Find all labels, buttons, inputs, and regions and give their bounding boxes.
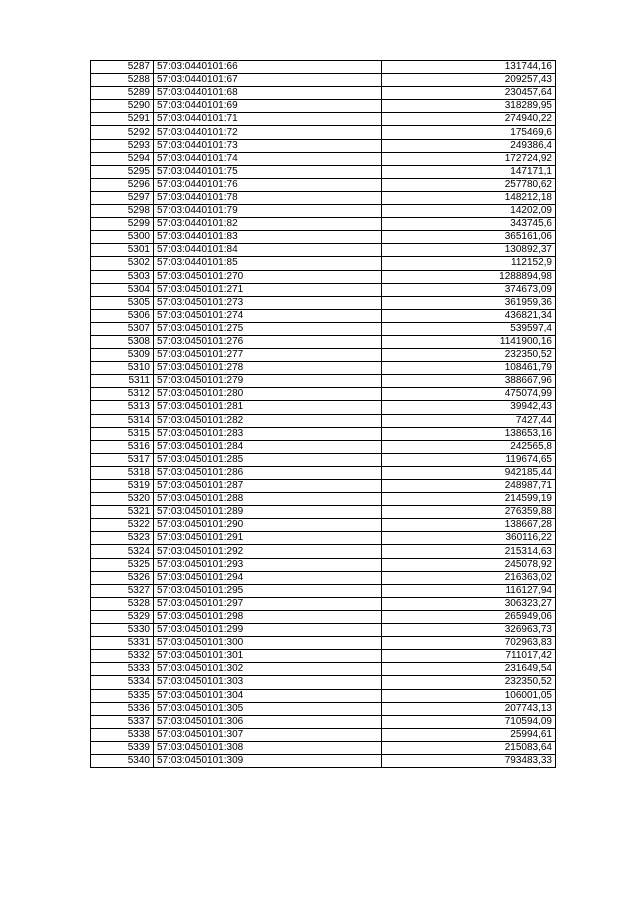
cadastral-number-cell: 57:03:0450101:286 [154,466,382,479]
table-row [91,388,556,401]
row-number-cell: 5309 [91,349,154,362]
cadastral-number-cell: 57:03:0450101:309 [154,754,382,767]
cadastral-value-cell: 14202,09 [382,205,556,218]
cadastral-value-cell: 232350,52 [382,349,556,362]
table-row [91,205,556,218]
cadastral-value-cell: 214599,19 [382,493,556,506]
table-row [91,178,556,191]
row-number-cell: 5306 [91,309,154,322]
table-row [91,637,556,650]
table-row [91,165,556,178]
table-row [91,309,556,322]
row-number-cell: 5334 [91,676,154,689]
cadastral-value-cell: 436821,34 [382,309,556,322]
row-number-cell: 5310 [91,362,154,375]
cadastral-number-cell: 57:03:0450101:295 [154,584,382,597]
row-number-cell: 5337 [91,715,154,728]
cadastral-number-cell: 57:03:0440101:72 [154,126,382,139]
row-number-cell: 5294 [91,152,154,165]
table-row [91,113,556,126]
row-number-cell: 5301 [91,244,154,257]
cadastral-value-cell: 343745,6 [382,218,556,231]
cadastral-number-cell: 57:03:0440101:79 [154,205,382,218]
cadastral-number-cell: 57:03:0440101:83 [154,231,382,244]
row-number-cell: 5339 [91,741,154,754]
cadastral-value-cell: 138653,16 [382,427,556,440]
cadastral-number-cell: 57:03:0440101:84 [154,244,382,257]
table-row [91,453,556,466]
cadastral-number-cell: 57:03:0450101:275 [154,322,382,335]
table-row [91,519,556,532]
row-number-cell: 5315 [91,427,154,440]
cadastral-number-cell: 57:03:0450101:307 [154,728,382,741]
cadastral-number-cell: 57:03:0450101:308 [154,741,382,754]
row-number-cell: 5336 [91,702,154,715]
cadastral-value-cell: 209257,43 [382,74,556,87]
row-number-cell: 5308 [91,335,154,348]
cadastral-value-cell: 106001,05 [382,689,556,702]
cadastral-number-cell: 57:03:0450101:289 [154,506,382,519]
row-number-cell: 5298 [91,205,154,218]
cadastral-number-cell: 57:03:0450101:284 [154,440,382,453]
cadastral-value-cell: 326963,73 [382,624,556,637]
table-row [91,689,556,702]
cadastral-number-cell: 57:03:0450101:270 [154,270,382,283]
cadastral-number-cell: 57:03:0450101:274 [154,309,382,322]
cadastral-value-cell: 1141900,16 [382,335,556,348]
row-number-cell: 5317 [91,453,154,466]
cadastral-number-cell: 57:03:0440101:75 [154,165,382,178]
cadastral-value-cell: 257780,62 [382,178,556,191]
cadastral-value-cell: 360116,22 [382,532,556,545]
table-row [91,87,556,100]
row-number-cell: 5295 [91,165,154,178]
cadastral-value-cell: 265949,06 [382,610,556,623]
cadastral-value-cell: 231649,54 [382,663,556,676]
table-row [91,375,556,388]
row-number-cell: 5325 [91,558,154,571]
cadastral-value-cell: 216363,02 [382,571,556,584]
cadastral-value-cell: 539597,4 [382,322,556,335]
cadastral-value-cell: 475074,99 [382,388,556,401]
row-number-cell: 5300 [91,231,154,244]
row-number-cell: 5305 [91,296,154,309]
row-number-cell: 5290 [91,100,154,113]
row-number-cell: 5323 [91,532,154,545]
cadastral-number-cell: 57:03:0440101:68 [154,87,382,100]
cadastral-number-cell: 57:03:0440101:66 [154,61,382,74]
cadastral-number-cell: 57:03:0450101:276 [154,335,382,348]
row-number-cell: 5319 [91,480,154,493]
cadastral-number-cell: 57:03:0450101:282 [154,414,382,427]
cadastral-number-cell: 57:03:0450101:277 [154,349,382,362]
table-row [91,610,556,623]
cadastral-number-cell: 57:03:0450101:292 [154,545,382,558]
table-row [91,532,556,545]
row-number-cell: 5318 [91,466,154,479]
cadastral-number-cell: 57:03:0440101:74 [154,152,382,165]
row-number-cell: 5292 [91,126,154,139]
cadastral-number-cell: 57:03:0440101:73 [154,139,382,152]
cadastral-value-cell: 702963,83 [382,637,556,650]
table-row [91,584,556,597]
cadastral-value-cell: 1288894,98 [382,270,556,283]
cadastral-number-cell: 57:03:0440101:69 [154,100,382,113]
cadastral-number-cell: 57:03:0450101:297 [154,597,382,610]
cadastral-number-cell: 57:03:0450101:305 [154,702,382,715]
cadastral-number-cell: 57:03:0450101:285 [154,453,382,466]
row-number-cell: 5303 [91,270,154,283]
cadastral-value-cell: 147171,1 [382,165,556,178]
table-row [91,139,556,152]
cadastral-value-cell: 388667,96 [382,375,556,388]
row-number-cell: 5327 [91,584,154,597]
cadastral-number-cell: 57:03:0450101:273 [154,296,382,309]
row-number-cell: 5288 [91,74,154,87]
cadastral-value-cell: 138667,28 [382,519,556,532]
row-number-cell: 5329 [91,610,154,623]
row-number-cell: 5322 [91,519,154,532]
table-row [91,440,556,453]
cadastral-value-cell: 7427,44 [382,414,556,427]
row-number-cell: 5330 [91,624,154,637]
cadastral-value-cell: 148212,18 [382,191,556,204]
cadastral-value-cell: 306323,27 [382,597,556,610]
cadastral-number-cell: 57:03:0440101:78 [154,191,382,204]
table-row [91,571,556,584]
row-number-cell: 5289 [91,87,154,100]
row-number-cell: 5313 [91,401,154,414]
row-number-cell: 5340 [91,754,154,767]
cadastral-value-cell: 361959,36 [382,296,556,309]
table-row [91,401,556,414]
cadastral-number-cell: 57:03:0450101:287 [154,480,382,493]
table-row [91,270,556,283]
row-number-cell: 5328 [91,597,154,610]
cadastral-number-cell: 57:03:0450101:290 [154,519,382,532]
table-row [91,597,556,610]
cadastral-value-cell: 711017,42 [382,650,556,663]
row-number-cell: 5335 [91,689,154,702]
row-number-cell: 5287 [91,61,154,74]
table-row [91,545,556,558]
cadastral-value-cell: 248987,71 [382,480,556,493]
row-number-cell: 5296 [91,178,154,191]
row-number-cell: 5321 [91,506,154,519]
cadastral-value-cell: 365161,06 [382,231,556,244]
cadastral-value-cell: 710594,09 [382,715,556,728]
table-row [91,663,556,676]
cadastral-number-cell: 57:03:0440101:82 [154,218,382,231]
row-number-cell: 5320 [91,493,154,506]
cadastral-value-cell: 793483,33 [382,754,556,767]
cadastral-value-cell: 245078,92 [382,558,556,571]
cadastral-value-table [90,60,556,768]
cadastral-number-cell: 57:03:0450101:283 [154,427,382,440]
cadastral-value-cell: 374673,09 [382,283,556,296]
cadastral-number-cell: 57:03:0440101:85 [154,257,382,270]
cadastral-value-cell: 130892,37 [382,244,556,257]
table-row [91,322,556,335]
table-row [91,728,556,741]
table-row [91,558,556,571]
cadastral-value-cell: 318289,95 [382,100,556,113]
table-row [91,754,556,767]
cadastral-value-cell: 116127,94 [382,584,556,597]
row-number-cell: 5333 [91,663,154,676]
cadastral-number-cell: 57:03:0450101:306 [154,715,382,728]
table-row [91,715,556,728]
row-number-cell: 5291 [91,113,154,126]
row-number-cell: 5331 [91,637,154,650]
row-number-cell: 5311 [91,375,154,388]
table-row [91,702,556,715]
cadastral-number-cell: 57:03:0450101:298 [154,610,382,623]
cadastral-number-cell: 57:03:0450101:291 [154,532,382,545]
table-row [91,231,556,244]
cadastral-value-cell: 249386,4 [382,139,556,152]
cadastral-number-cell: 57:03:0450101:280 [154,388,382,401]
cadastral-value-cell: 39942,43 [382,401,556,414]
cadastral-number-cell: 57:03:0440101:71 [154,113,382,126]
cadastral-value-cell: 215083,64 [382,741,556,754]
row-number-cell: 5307 [91,322,154,335]
cadastral-value-cell: 942185,44 [382,466,556,479]
cadastral-number-cell: 57:03:0450101:302 [154,663,382,676]
table-row [91,74,556,87]
row-number-cell: 5302 [91,257,154,270]
row-number-cell: 5316 [91,440,154,453]
row-number-cell: 5304 [91,283,154,296]
cadastral-number-cell: 57:03:0440101:76 [154,178,382,191]
cadastral-number-cell: 57:03:0450101:304 [154,689,382,702]
table-row [91,126,556,139]
table-body [91,61,556,768]
table-row [91,218,556,231]
cadastral-number-cell: 57:03:0450101:299 [154,624,382,637]
cadastral-value-cell: 242565,8 [382,440,556,453]
row-number-cell: 5297 [91,191,154,204]
cadastral-number-cell: 57:03:0450101:303 [154,676,382,689]
cadastral-value-cell: 215314,63 [382,545,556,558]
cadastral-number-cell: 57:03:0450101:293 [154,558,382,571]
table-row [91,506,556,519]
table-row [91,152,556,165]
row-number-cell: 5312 [91,388,154,401]
row-number-cell: 5314 [91,414,154,427]
row-number-cell: 5326 [91,571,154,584]
row-number-cell: 5332 [91,650,154,663]
table-row [91,61,556,74]
cadastral-number-cell: 57:03:0440101:67 [154,74,382,87]
table-row [91,100,556,113]
table-row [91,349,556,362]
cadastral-value-cell: 131744,16 [382,61,556,74]
table-row [91,493,556,506]
cadastral-value-cell: 276359,88 [382,506,556,519]
table-row [91,676,556,689]
cadastral-value-cell: 25994,61 [382,728,556,741]
cadastral-number-cell: 57:03:0450101:279 [154,375,382,388]
cadastral-number-cell: 57:03:0450101:278 [154,362,382,375]
cadastral-value-cell: 108461,79 [382,362,556,375]
cadastral-value-cell: 232350,52 [382,676,556,689]
table-row [91,296,556,309]
table-row [91,466,556,479]
table-row [91,244,556,257]
cadastral-value-cell: 175469,6 [382,126,556,139]
cadastral-value-cell: 112152,9 [382,257,556,270]
row-number-cell: 5338 [91,728,154,741]
table-row [91,480,556,493]
cadastral-number-cell: 57:03:0450101:300 [154,637,382,650]
cadastral-value-cell: 274940,22 [382,113,556,126]
cadastral-number-cell: 57:03:0450101:288 [154,493,382,506]
table-row [91,741,556,754]
cadastral-value-cell: 230457,64 [382,87,556,100]
table-row [91,650,556,663]
cadastral-number-cell: 57:03:0450101:294 [154,571,382,584]
cadastral-number-cell: 57:03:0450101:301 [154,650,382,663]
cadastral-number-cell: 57:03:0450101:271 [154,283,382,296]
row-number-cell: 5299 [91,218,154,231]
row-number-cell: 5324 [91,545,154,558]
row-number-cell: 5293 [91,139,154,152]
cadastral-value-cell: 119674,65 [382,453,556,466]
table-row [91,335,556,348]
table-row [91,624,556,637]
table-row [91,427,556,440]
table-row [91,191,556,204]
cadastral-number-cell: 57:03:0450101:281 [154,401,382,414]
table-row [91,283,556,296]
cadastral-value-cell: 172724,92 [382,152,556,165]
table-row [91,414,556,427]
cadastral-value-cell: 207743,13 [382,702,556,715]
table-row [91,257,556,270]
table-row [91,362,556,375]
